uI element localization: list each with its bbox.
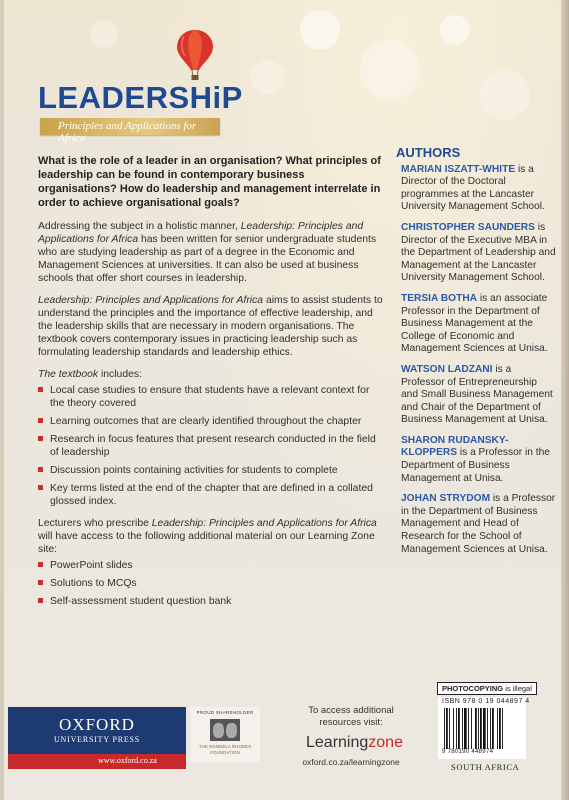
learning-zone-url: oxford.co.za/learningzone [302, 757, 400, 767]
learning-zone-logo: Learningzone [306, 734, 403, 751]
author-entry: MARIAN ISZATT-WHITE is a Director of the Doctoral programmes at the Lancaster University Management School. [401, 163, 545, 213]
author-entry: WATSON LADZANI is a Professor of Entrepreneurship and Small Business Management and Chair of the Department of Business Management at Unisa. [401, 363, 553, 426]
author-name: CHRISTOPHER SAUNDERS [401, 221, 535, 233]
bullet-icon [38, 485, 43, 490]
foundation-label: THE MANDELA RHODES FOUNDATION [198, 744, 252, 755]
photocopy-notice: PHOTOCOPYING is illegal [437, 682, 537, 695]
bullet-icon [38, 387, 43, 392]
author-entry: TERSIA BOTHA is an associate Professor in the Department of Business Management at the College of Economic and Management Sciences at Unisa. [401, 292, 548, 355]
author-entry: CHRISTOPHER SAUNDERS is Director of the Executive MBA in the Department of Leadership and Management at the Lancaster University Management School. [401, 221, 556, 284]
cover-right-edge [561, 0, 569, 800]
oxford-logo [8, 707, 186, 769]
isbn-label: ISBN 978 0 19 044897 4 [442, 698, 530, 705]
list-item: Discussion points containing activities for students to complete [38, 464, 383, 477]
resources-list [38, 559, 383, 608]
proud-shareholder-label: PROUD SHAREHOLDER [196, 710, 254, 715]
list-item: Research in focus features that present research conducted in the field of leadership [38, 433, 383, 459]
book-subtitle: Principles and Applications for Africa [58, 120, 197, 144]
features-list [38, 384, 383, 508]
mandela-rhodes-logo [190, 707, 260, 762]
bokeh-decoration [480, 70, 530, 120]
bullet-icon [38, 467, 43, 472]
author-entry: JOHAN STRYDOM is a Professor in the Department of Business Management and Head of Research for the School of Management Sciences at Unisa. [401, 493, 556, 555]
bullet-icon [38, 436, 43, 441]
bullet-icon [38, 580, 43, 585]
list-item: Solutions to MCQs [38, 577, 383, 590]
book-title: LEADERSHiP [38, 80, 243, 115]
barcode-icon [444, 708, 522, 749]
list-item: Learning outcomes that are clearly identified throughout the chapter [38, 415, 383, 428]
features-intro: The textbook includes: [38, 369, 142, 380]
hot-air-balloon-icon [175, 28, 215, 82]
authors-heading: AUTHORS [396, 145, 461, 160]
oxford-red-bar [8, 754, 186, 769]
authors-column [396, 147, 556, 564]
blurb-column [38, 154, 383, 617]
author-name: TERSIA BOTHA [401, 292, 478, 304]
list-item: Key terms listed at the end of the chapter that are defined in a collated glossed index. [38, 482, 383, 508]
bokeh-decoration [440, 15, 470, 45]
learning-zone-prompt: To access additional resources visit: [308, 705, 394, 728]
author-name: MARIAN ISZATT-WHITE [401, 163, 516, 175]
bokeh-decoration [250, 60, 285, 95]
bokeh-decoration [300, 10, 340, 50]
lead-question: What is the role of a leader in an organisation? What principles of leadership can be found in contemporary business organisations? How do leadership and management interrelate in order to achieve organisational goals? [38, 155, 381, 209]
list-item: Self-assessment student question bank [38, 595, 383, 608]
bullet-icon [38, 418, 43, 423]
barcode-digits: 9 780190 448974 [442, 749, 494, 755]
oxford-url: www.oxford.co.za [98, 756, 157, 765]
country-label: SOUTH AFRICA [451, 762, 520, 772]
blurb-paragraph: Leadership: Principles and Applications for Africa aims to assist students to understand the principles and the importance of effective leadership, and the leadership skills that are necessary in modern organisations. The textbook covers contemporary issues in practicing leadership such as formulating leadership standards and leadership ethics. [38, 295, 383, 358]
list-item: Local case studies to ensure that students have a relevant context for the theory covered [38, 384, 383, 410]
portraits-icon [210, 719, 240, 741]
author-name: JOHAN STRYDOM [401, 493, 491, 505]
lecturer-note: Lecturers who prescribe Leadership: Principles and Applications for Africa will have access to the following additional material on our Learning Zone site: [38, 518, 377, 555]
subtitle-band [40, 118, 220, 144]
author-name: WATSON LADZANI [401, 363, 493, 375]
oxford-name: OXFORD [59, 715, 135, 734]
bokeh-decoration [360, 40, 420, 100]
bokeh-decoration [90, 20, 118, 48]
cover-left-edge [0, 0, 4, 800]
bullet-icon [38, 598, 43, 603]
list-item: PowerPoint slides [38, 559, 383, 572]
author-name: SHARON RUDANSKY-KLOPPERS [401, 434, 509, 459]
author-entry: SHARON RUDANSKY-KLOPPERS is a Professor in the Department of Business Management at Unisa. [401, 434, 550, 484]
oxford-press: UNIVERSITY PRESS [53, 735, 141, 744]
blurb-paragraph: Addressing the subject in a holistic manner, Leadership: Principles and Applications for Africa has been written for senior undergraduate students who are studying leadership as part of a degree in the Economic and Management Sciences at universities. It can also be used at business schools that offer short courses in leadership. [38, 221, 377, 284]
bullet-icon [38, 562, 43, 567]
